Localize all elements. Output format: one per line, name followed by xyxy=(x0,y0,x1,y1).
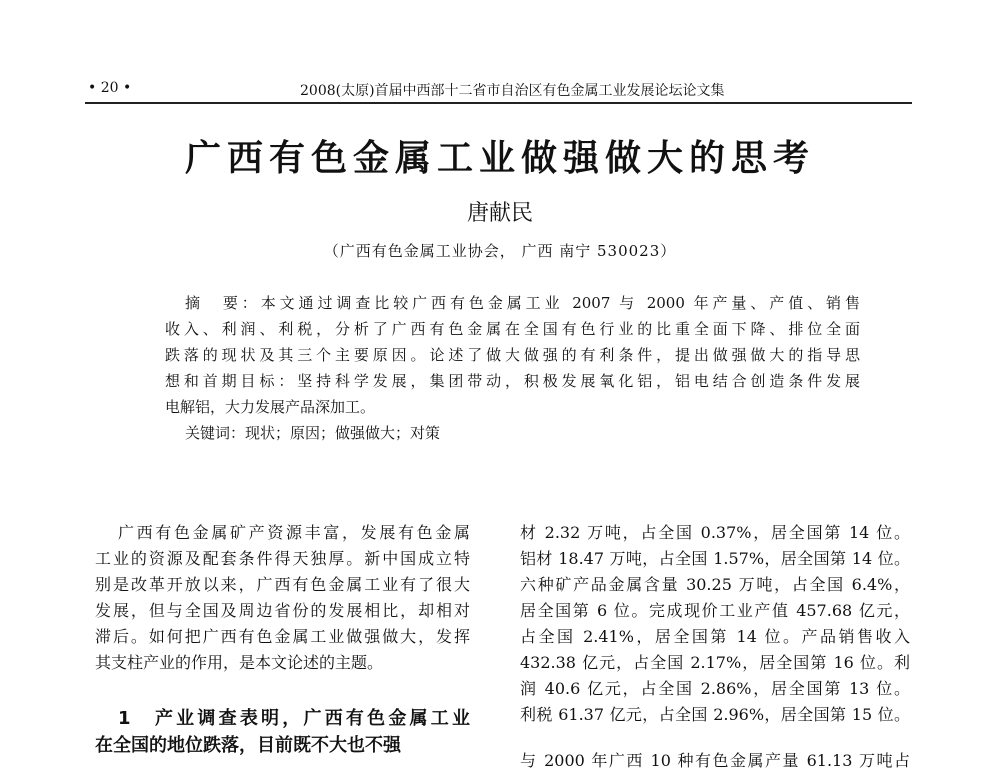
affiliation: （广西有色金属工业协会， 广西 南宁 530023） xyxy=(323,242,677,260)
body-line: 六种矿产品金属含量 30.25 万吨，占全国 6.4%， xyxy=(520,575,910,594)
abstract-line: 想和首期目标：坚持科学发展，集团带动，积极发展氧化铝，铝电结合创造条件发展 xyxy=(165,372,860,390)
body-line: 与 2000 年广西 10 种有色金属产量 61.13 万吨占 xyxy=(520,751,910,770)
body-line: 滞后。如何把广西有色金属工业做强做大，发挥 xyxy=(95,627,470,646)
abstract-line: 电解铝，大力发展产品深加工。 xyxy=(165,398,376,416)
body-line: 工业的资源及配套条件得天独厚。新中国成立特 xyxy=(95,549,470,568)
paper-title: 广西有色金属工业做强做大的思考 xyxy=(184,137,815,179)
abstract-line: 跌落的现状及其三个主要原因。论述了做大做强的有利条件，提出做强做大的指导思 xyxy=(165,346,860,364)
body-line: 其支柱产业的作用，是本文论述的主题。 xyxy=(95,653,384,672)
section-heading: 在全国的地位跌落，目前既不大也不强 xyxy=(95,735,401,756)
abstract-line: 摘 要：本文通过调查比较广西有色金属工业 2007 与 2000 年产量、产值、销售 xyxy=(185,294,860,312)
body-line: 广西有色金属矿产资源丰富，发展有色金属 xyxy=(118,523,470,542)
page-number: • 20 • xyxy=(88,80,132,96)
body-line: 居全国第 6 位。完成现价工业产值 457.68 亿元， xyxy=(520,601,910,620)
body-line: 材 2.32 万吨，占全国 0.37%，居全国第 14 位。 xyxy=(520,523,910,542)
body-line: 432.38 亿元，占全国 2.17%，居全国第 16 位。利 xyxy=(520,653,910,672)
section-heading: 1 产业调查表明，广西有色金属工业 xyxy=(118,708,470,729)
abstract-line: 收入、利润、利税，分析了广西有色金属在全国有色行业的比重全面下降、排位全面 xyxy=(165,320,860,338)
header-rule xyxy=(85,102,912,104)
body-line: 发展，但与全国及周边省份的发展相比，却相对 xyxy=(95,601,470,620)
running-title: 2008(太原)首届中西部十二省市自治区有色金属工业发展论坛论文集 xyxy=(300,83,725,99)
keywords: 关键词：现状；原因；做强做大；对策 xyxy=(185,424,441,442)
body-line: 铝材 18.47 万吨，占全国 1.57%，居全国第 14 位。 xyxy=(520,549,910,568)
author: 唐献民 xyxy=(466,201,533,226)
body-line: 润 40.6 亿元，占全国 2.86%，居全国第 13 位。 xyxy=(520,679,910,698)
body-line: 占全国 2.41%，居全国第 14 位。产品销售收入 xyxy=(520,627,910,646)
body-line: 利税 61.37 亿元，占全国 2.96%，居全国第 15 位。 xyxy=(520,705,910,724)
body-line: 别是改革开放以来，广西有色金属工业有了很大 xyxy=(95,575,470,594)
